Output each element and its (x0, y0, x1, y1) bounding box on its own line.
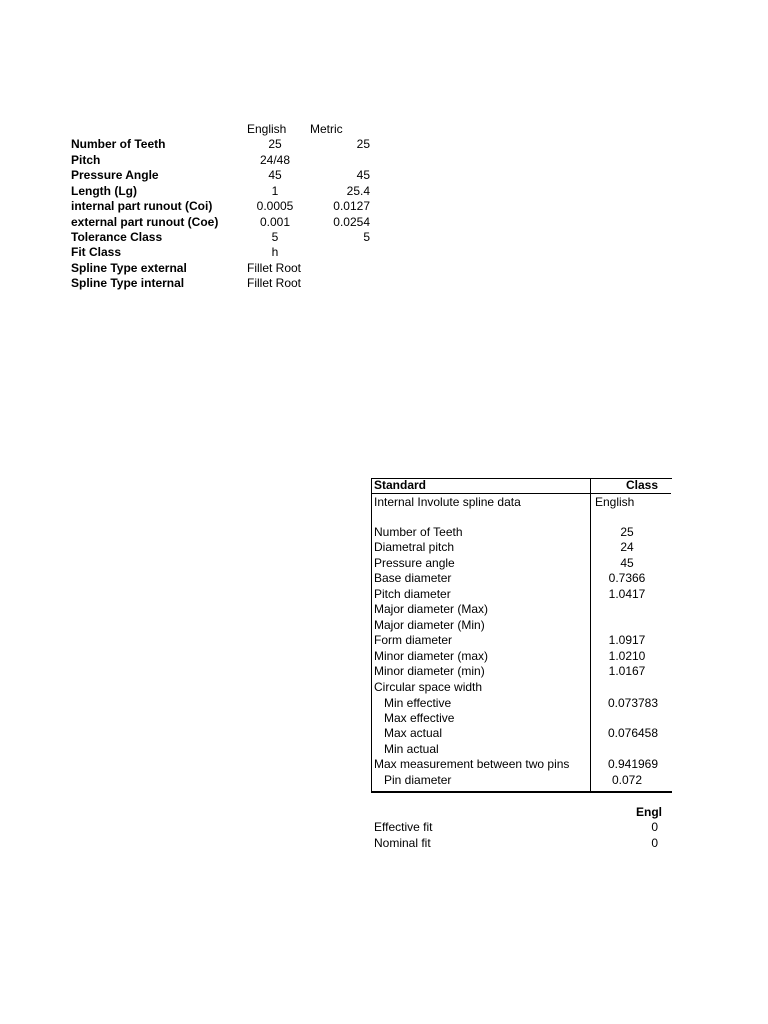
table-subheader-unit: English (595, 495, 635, 509)
fit-header: Engl (636, 805, 662, 819)
table-header-class: Class (625, 478, 658, 492)
param-metric-value: 0.0254 (333, 215, 370, 229)
param-label: internal part runout (Coi) (71, 199, 213, 213)
table-row-value: 1.0417 (608, 587, 646, 601)
table-row-value: 0.073783 (607, 696, 659, 710)
table-row-label: Max measurement between two pins (374, 757, 570, 771)
table-row-label: Min effective (384, 696, 452, 710)
table-row-label: Major diameter (Min) (374, 618, 485, 632)
param-english-value: Fillet Root (247, 276, 302, 290)
param-header-metric: Metric (310, 122, 343, 136)
param-label: Length (Lg) (71, 184, 137, 198)
table-row-label: Major diameter (Max) (374, 602, 489, 616)
table-row-label: Diametral pitch (374, 540, 455, 554)
table-row-label: Pressure angle (374, 556, 455, 570)
param-label: Pressure Angle (71, 168, 159, 182)
table-row-label: Circular space width (374, 680, 483, 694)
table-row-value: 0.7366 (608, 571, 646, 585)
table-row-value: 1.0917 (608, 633, 646, 647)
table-row-value: 0.941969 (607, 757, 659, 771)
param-metric-value: 25 (356, 137, 370, 151)
param-header-english: English (247, 122, 287, 136)
param-english-value: 5 (271, 230, 279, 244)
param-metric-value: 0.0127 (333, 199, 370, 213)
table-row-label: Pitch diameter (374, 587, 451, 601)
fit-row-label: Nominal fit (374, 836, 431, 850)
fit-row-value: 0 (651, 836, 658, 850)
table-row-value: 25 (620, 525, 634, 539)
param-label: Spline Type external (71, 261, 187, 275)
table-row-label: Max effective (384, 711, 455, 725)
param-english-value: 0.0005 (256, 199, 294, 213)
param-english-value: 0.001 (259, 215, 291, 229)
param-english-value: 25 (268, 137, 282, 151)
param-label: Pitch (71, 153, 101, 167)
param-metric-value: 25.4 (346, 184, 370, 198)
table-row-value: 1.0167 (608, 664, 646, 678)
table-row-value: 45 (620, 556, 634, 570)
table-header-rule (371, 493, 671, 494)
param-label: Fit Class (71, 245, 122, 259)
table-row-label: Form diameter (374, 633, 453, 647)
param-label: Spline Type internal (71, 276, 185, 290)
param-label: external part runout (Coe) (71, 215, 219, 229)
table-row-label: Minor diameter (max) (374, 649, 489, 663)
fit-row-value: 0 (651, 820, 658, 834)
param-label: Tolerance Class (71, 230, 163, 244)
table-row-label: Min actual (384, 742, 439, 756)
table-row-label: Pin diameter (384, 773, 452, 787)
table-row-label: Base diameter (374, 571, 452, 585)
param-metric-value: 45 (356, 168, 370, 182)
param-english-value: h (271, 245, 279, 259)
table-row-value: 0.076458 (607, 726, 659, 740)
param-label: Number of Teeth (71, 137, 166, 151)
table-row-label: Max actual (384, 726, 443, 740)
table-row-label: Minor diameter (min) (374, 664, 485, 678)
table-header-standard: Standard (374, 478, 427, 492)
param-english-value: 1 (271, 184, 279, 198)
table-row-value: 1.0210 (608, 649, 646, 663)
table-row-label: Number of Teeth (374, 525, 463, 539)
param-english-value: 24/48 (259, 153, 291, 167)
param-english-value: 45 (268, 168, 282, 182)
fit-row-label: Effective fit (374, 820, 433, 834)
param-english-value: Fillet Root (247, 261, 302, 275)
param-metric-value: 5 (363, 230, 370, 244)
table-row-value: 24 (620, 540, 634, 554)
table-subheader-label: Internal Involute spline data (374, 495, 521, 509)
table-row-value: 0.072 (611, 773, 643, 787)
